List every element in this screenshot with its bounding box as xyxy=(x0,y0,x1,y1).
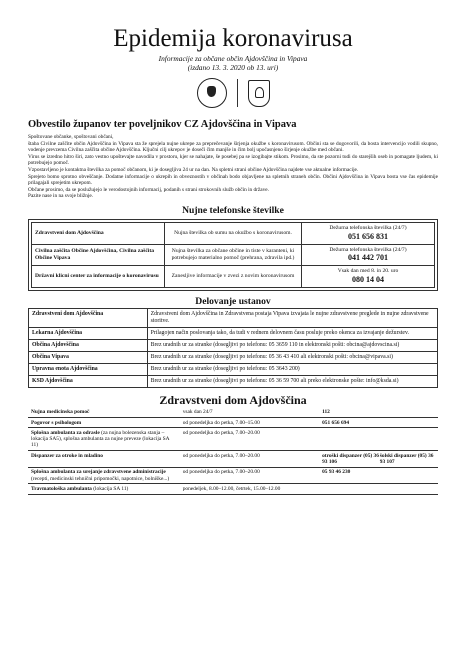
institutions-table xyxy=(28,308,438,388)
service-name: Splošna ambulanta za odrasle xyxy=(31,429,100,436)
announcement-paragraph: Vzpostavljeno je kontaktna številka za pomoč občanom, ki je dosegljiva 24 ur na dan. Na spletni strani občine Ajdovščina najdete vse aktualne informacije. xyxy=(28,166,359,173)
table-row xyxy=(29,363,438,375)
announcement-heading: Obvestilo županov ter poveljnikov CZ Ajdovščina in Vipava xyxy=(28,119,297,130)
table-row xyxy=(29,308,438,327)
service-note: (lokacija SA 11) xyxy=(93,485,129,492)
institution-status: Zdravstveni dom Ajdovščina in Zdravstvena postaja Vipava izvajata le nujne zdravstvene preglede in nujne zdravstvene storitve. xyxy=(147,308,437,327)
table-row xyxy=(32,222,435,244)
service-name-cell xyxy=(28,451,180,468)
phone-label: Dežurna telefonska številka (24/7) xyxy=(329,246,407,253)
phone-number: 051 656 831 xyxy=(348,231,388,241)
institution-name: Občina Ajdovščina xyxy=(29,339,148,351)
service-phone xyxy=(319,484,438,494)
institution-status: Brez uradnih ur za stranke (dosegljivi po telefonu: 05 3643 200) xyxy=(147,363,437,375)
service-phone-secondary: šolski dispanzer (05) 36 93 107 xyxy=(379,452,434,465)
institutions-heading: Delovanje ustanov xyxy=(195,295,271,307)
phone-who: Zdravstveni dom Ajdovščina xyxy=(32,222,165,244)
phone-cell xyxy=(302,244,435,266)
service-name: Dispanzer za otroke in mladino xyxy=(31,452,103,459)
service-hours: od ponedeljka do petka, 7.00–15.00 xyxy=(180,418,319,428)
institution-status: Brez uradnih ur za stranke (dosegljivi po telefonu: 05 36 59 700 ali preko elektronske pošte: info@ksda.si) xyxy=(147,375,437,387)
service-name: Splošna ambulanta za urejanje zdravstvene administracije xyxy=(31,469,166,476)
table-row xyxy=(29,327,438,339)
announcement-paragraph: Občane prosimo, da se poslužujejo le verodostojnih informacij, podanih s strani strokovnih služb občin in države. xyxy=(28,186,269,193)
announcement-paragraph: Pazite nase in na svoje bližnje. xyxy=(28,193,94,200)
phone-desc: Nujna številka ob sumu na okužbo s koronavirusom. xyxy=(164,222,301,244)
phone-who: Civilna zaščita Občine Ajdovščina, Civilna zaščita Občine Vipava xyxy=(32,244,165,266)
flyer-page xyxy=(28,20,438,495)
table-row xyxy=(29,375,438,387)
table-row xyxy=(32,266,435,288)
municipality-coat-of-arms-icon xyxy=(248,80,270,107)
service-phone: 112 xyxy=(319,408,438,418)
institution-name: Lekarna Ajdovščina xyxy=(29,327,148,339)
service-phone-cell xyxy=(319,451,438,468)
service-name: Pogovor s psihologom xyxy=(31,419,82,426)
table-row xyxy=(32,244,435,266)
table-row xyxy=(29,339,438,351)
service-hours: od ponedeljka do petka, 7.00–20.00 xyxy=(180,428,319,451)
table-row xyxy=(29,351,438,363)
emblem-divider xyxy=(237,79,238,107)
table-row xyxy=(28,418,438,428)
service-phone xyxy=(319,428,438,451)
service-name-cell xyxy=(28,467,180,484)
phone-label: Dežurna telefonska številka (24/7) xyxy=(329,224,407,231)
institution-status: Prilagojen način poslovanja tako, da tudi v rednem delovnem času posluje preko okenca za izvajanje dežurstev. xyxy=(147,327,437,339)
phone-desc: Zanesljive informacije v zvezi z novim koronavirusom xyxy=(164,266,301,288)
civil-protection-emblem-icon xyxy=(197,78,227,108)
zd-services-table xyxy=(28,408,438,495)
institution-name: Zdravstveni dom Ajdovščina xyxy=(29,308,148,327)
institution-name: Upravna enota Ajdovščina xyxy=(29,363,148,375)
phone-cell xyxy=(302,266,435,288)
service-name-cell xyxy=(28,484,180,494)
phone-number: 080 14 04 xyxy=(352,274,384,284)
service-phone: otroški dispanzer (05) 36 93 106 xyxy=(322,452,379,465)
phone-number: 041 442 701 xyxy=(348,253,388,263)
phone-label: Vsak dan med 8. in 20. uro xyxy=(337,268,399,275)
institution-name: KSD Ajdovščina xyxy=(29,375,148,387)
service-name: Nujna medicinska pomoč xyxy=(31,409,90,416)
subtitle-municipalities: Informacije za občane občin Ajdovščina in Vipava xyxy=(158,54,308,63)
emblems xyxy=(28,76,438,110)
announcement-paragraph: štaba Civilne zaščite občin Ajdovščina in Vipava sta že sprejela nujne ukrepe za preprečevanje širjenja okužbe s koronavirusom. Občini sta se dogovorili, da bosta intervencijo vodili skupno, vodenje prevzema Civilna zaščita občine Ajdovščina. Ključni cilj ukrepov je doseči čim manjše in čim bolj upočasnjeno širjenje okužbe med občani. xyxy=(28,140,438,154)
service-name: Travmatološka ambulanta xyxy=(31,485,92,492)
phone-cell xyxy=(302,222,435,244)
service-phone: 051 656 694 xyxy=(319,418,438,428)
zd-heading: Zdravstveni dom Ajdovščina xyxy=(159,392,307,407)
service-note: (recepti, medicinski tehnični pripomočki, napotnice, bolniške...) xyxy=(31,475,170,482)
service-note: (za nujna bolezenska stanja – lokacija SA5), splošna ambulanta za nujne preveze (lokacija SA 11) xyxy=(31,429,170,449)
phone-desc: Nujna številka za občane občine in tiste v karanteni, ki potrebujejo materialno pomoč (prehrana, zdravila ipd.) xyxy=(164,244,301,266)
institution-status: Brez uradnih ur za stranke (dosegljivi po telefonu: 05 36 43 410 ali elektronski pošti: obcina@vipava.si) xyxy=(147,351,437,363)
subtitle-issued-date: (izdano 13. 3. 2020 ob 13. uri) xyxy=(187,63,279,72)
phone-who: Državni klicni center za informacije o koronavirusu xyxy=(32,266,165,288)
announcement-paragraph: Virus se izredno hitro širi, zato vestno upoštevajte navodila v prostoru, kjer se nahajate, še posebej pa se izogibajte stikom. Prosimo, da ste pozorni tudi do starejših oseb in pomagate ljudem, ki potrebujejo pomoč. xyxy=(28,153,438,167)
announcement-body xyxy=(28,134,438,200)
table-row xyxy=(28,484,438,494)
service-name-cell xyxy=(28,418,180,428)
service-hours: od ponedeljka do petka, 7.00–20.00 xyxy=(180,451,319,468)
page-title: Epidemija koronavirusa xyxy=(113,25,353,52)
service-name-cell xyxy=(28,428,180,451)
phones-table xyxy=(31,222,435,288)
service-phone: 05 93 46 230 xyxy=(319,467,438,484)
announcement-paragraph: Spoštovane občanke, spoštovani občani, xyxy=(28,134,114,140)
announcement-paragraph: Sprejeto bomo sprotno obveščanje. Dodatne informacije o ukrepih in obveznostih v občinah bodo objavljene na spletnih straneh občin. Občini Ajdovščina in Vipava bosta vse čas epidemije prilagajali sprejetim ukrepom. xyxy=(28,173,438,187)
phones-heading: Nujne telefonske številke xyxy=(182,204,284,216)
institution-status: Brez uradnih ur za stranke (dosegljivi po telefonu: 05 3659 110 in elektronski pošti: obcina@ajdovscina.si) xyxy=(147,339,437,351)
service-hours: od ponedeljka do petka, 7.00–20.00 xyxy=(180,467,319,484)
phones-table-frame xyxy=(28,219,438,291)
service-hours: vsak dan 24/7 xyxy=(180,408,319,418)
service-name-cell xyxy=(28,408,180,418)
institution-name: Občina Vipava xyxy=(29,351,148,363)
table-row xyxy=(28,451,438,468)
service-hours: ponedeljek, 8.00–12.00, četrtek, 15.00–12.00 xyxy=(180,484,319,494)
table-row xyxy=(28,467,438,484)
table-row xyxy=(28,428,438,451)
table-row xyxy=(28,408,438,418)
